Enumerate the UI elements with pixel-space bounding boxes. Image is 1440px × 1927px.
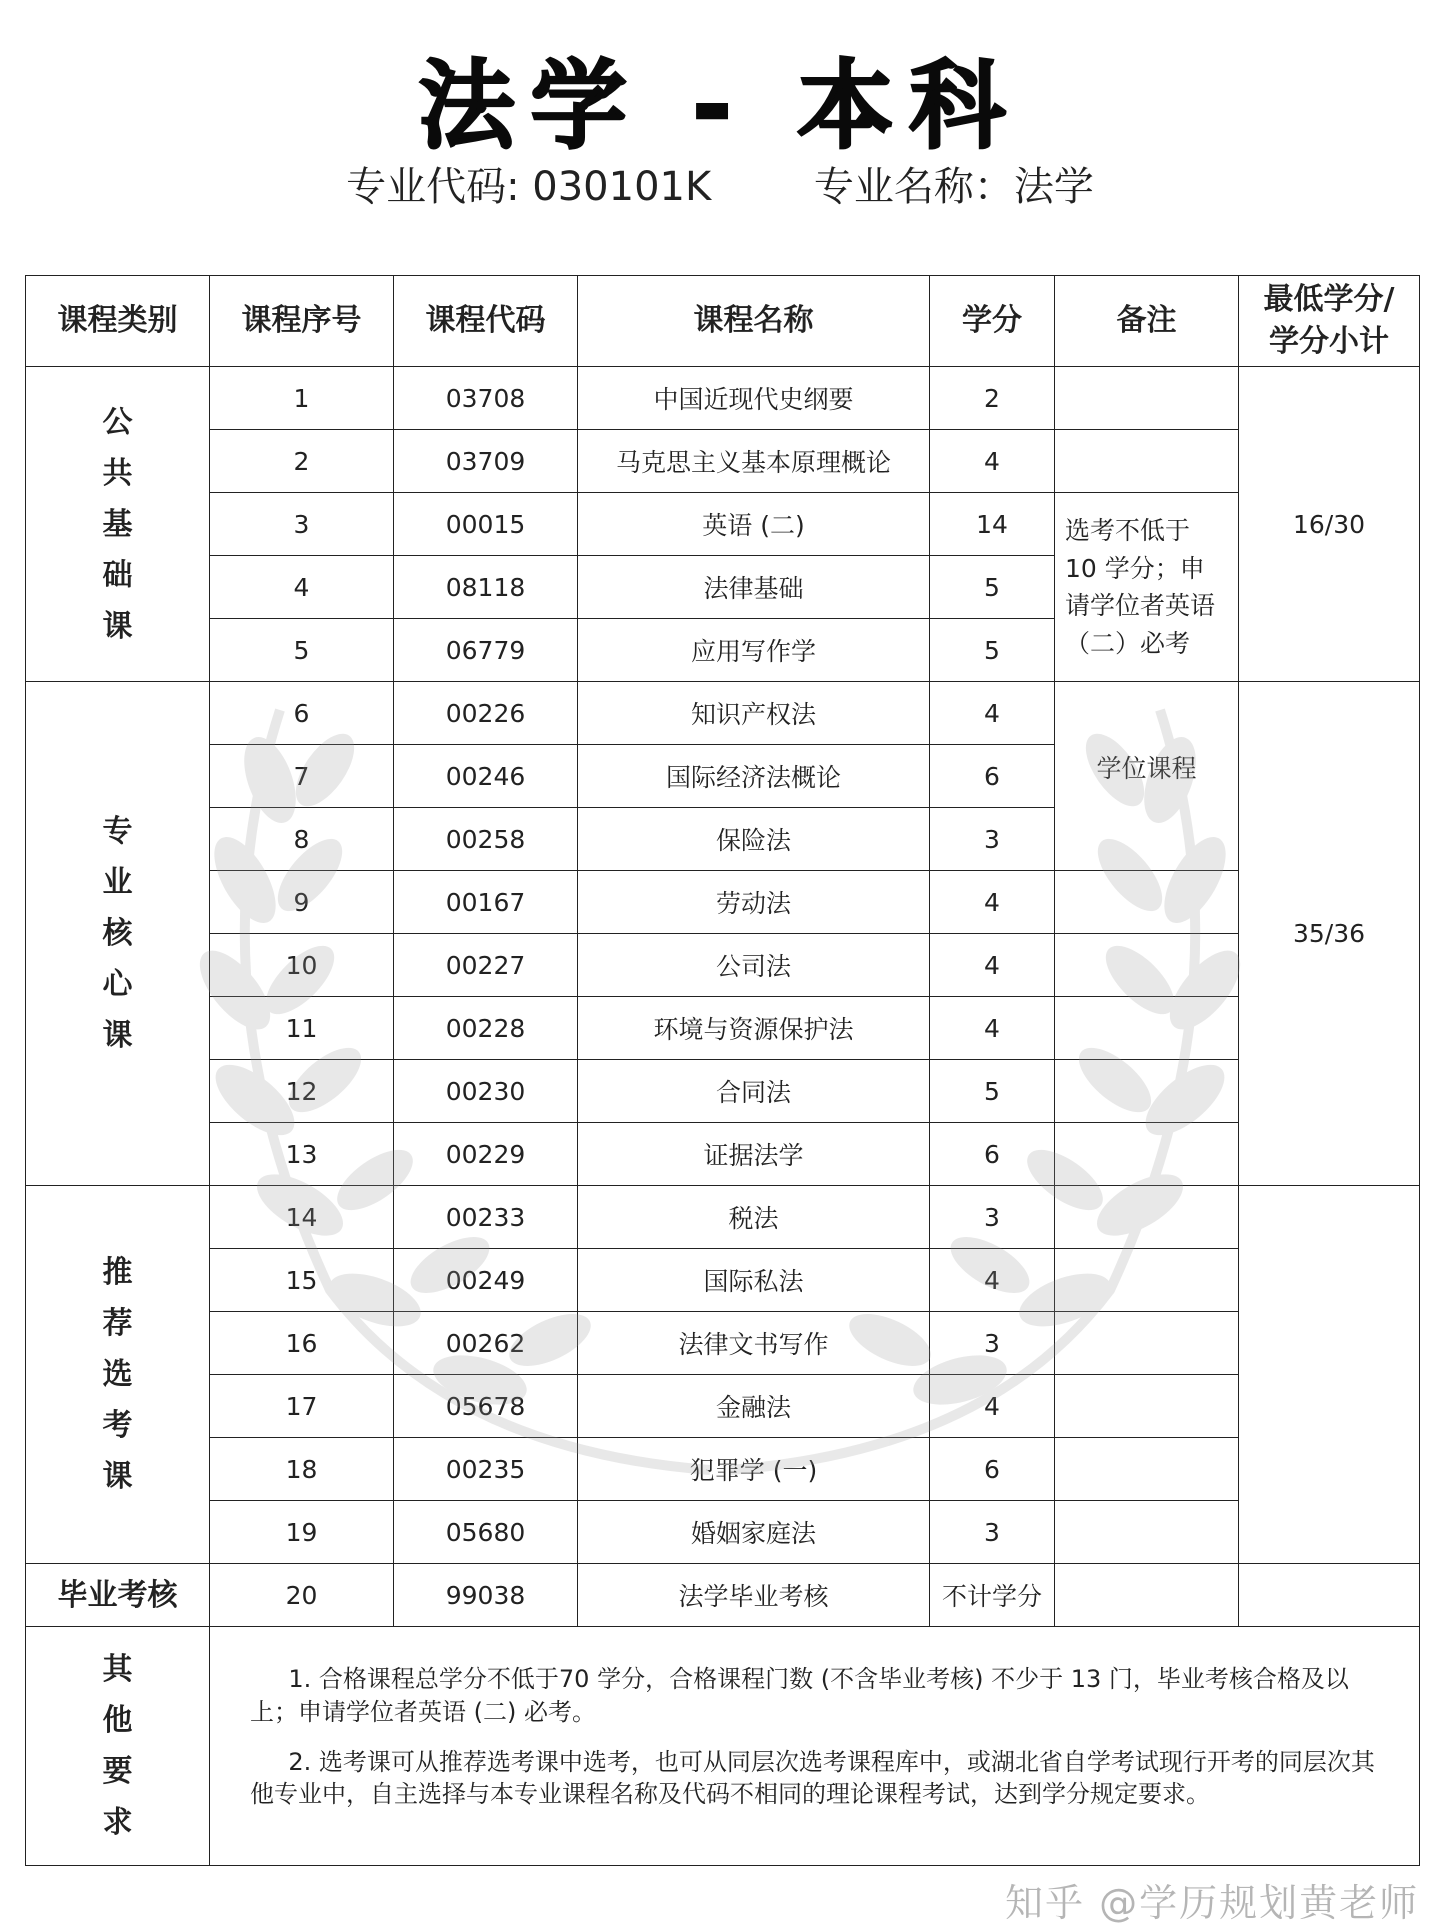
cell-credit: 2	[930, 367, 1055, 430]
cell-credit: 5	[930, 1060, 1055, 1123]
col-header-seq: 课程序号	[210, 276, 394, 367]
cell-code: 00235	[394, 1438, 578, 1501]
cell-note	[1055, 934, 1239, 997]
cell-credit: 4	[930, 682, 1055, 745]
table-row	[26, 1249, 1420, 1312]
cell-code: 00233	[394, 1186, 578, 1249]
cell-code: 00262	[394, 1312, 578, 1375]
requirements-text	[210, 1627, 1420, 1866]
major-name: 专业名称：法学	[813, 164, 1094, 210]
cell-code: 00228	[394, 997, 578, 1060]
category-elective-label: 推荐选考课	[102, 1255, 133, 1494]
requirement-1: 1. 合格课程总学分不低于70 学分，合格课程门数 (不含毕业考核) 不少于 13 门，毕业考核合格及以上；申请学位者英语 (二) 必考。	[250, 1665, 1349, 1726]
requirement-2: 2. 选考课可从推荐选考课中选考，也可从同层次选考课程库中，或湖北省自学考试现行开考的同层次其他专业中，自主选择与本专业课程名称及代码不相同的理论课程考试，达到学分规定要求。	[250, 1748, 1375, 1809]
source-watermark: 知乎 @学历规划黄老师	[1005, 1881, 1420, 1925]
col-header-subtotal-text: 最低学分/学分小计	[1263, 282, 1395, 359]
cell-name: 英语 (二)	[578, 493, 930, 556]
category-other	[26, 1627, 210, 1866]
subtitle	[0, 155, 1440, 212]
table-row	[26, 1186, 1420, 1249]
note-english-text: 选考不低于 10 学分；申请学位者英语（二）必考	[1065, 516, 1216, 658]
cell-note	[1055, 1060, 1239, 1123]
cell-credit: 3	[930, 1186, 1055, 1249]
cell-name: 犯罪学 (一)	[578, 1438, 930, 1501]
category-public	[26, 367, 210, 682]
cell-name: 合同法	[578, 1060, 930, 1123]
category-public-label: 公共基础课	[102, 404, 133, 644]
table-row	[26, 871, 1420, 934]
cell-seq: 11	[210, 997, 394, 1060]
cell-note	[1055, 1186, 1239, 1249]
cell-name: 税法	[578, 1186, 930, 1249]
cell-name: 马克思主义基本原理概论	[578, 430, 930, 493]
table-header-row	[26, 276, 1420, 367]
cell-note	[1055, 1375, 1239, 1438]
cell-code: 08118	[394, 556, 578, 619]
table-row	[26, 367, 1420, 430]
category-graduation: 毕业考核	[26, 1564, 210, 1627]
subtotal-public: 16/30	[1239, 367, 1420, 682]
cell-note	[1055, 1438, 1239, 1501]
cell-name: 保险法	[578, 808, 930, 871]
cell-code: 05680	[394, 1501, 578, 1564]
cell-credit: 4	[930, 871, 1055, 934]
cell-code: 00249	[394, 1249, 578, 1312]
table-row	[26, 934, 1420, 997]
cell-name: 公司法	[578, 934, 930, 997]
col-header-name: 课程名称	[578, 276, 930, 367]
table-row	[26, 1501, 1420, 1564]
category-core	[26, 682, 210, 1186]
cell-seq: 14	[210, 1186, 394, 1249]
col-header-credit: 学分	[930, 276, 1055, 367]
cell-code: 03708	[394, 367, 578, 430]
col-header-subtotal	[1239, 276, 1420, 367]
cell-credit: 3	[930, 1312, 1055, 1375]
cell-credit: 6	[930, 1123, 1055, 1186]
note-english	[1055, 493, 1239, 682]
table-row	[26, 1060, 1420, 1123]
cell-code: 00230	[394, 1060, 578, 1123]
cell-credit: 3	[930, 1501, 1055, 1564]
table-row	[26, 1438, 1420, 1501]
cell-seq: 18	[210, 1438, 394, 1501]
cell-name: 应用写作学	[578, 619, 930, 682]
cell-name: 国际经济法概论	[578, 745, 930, 808]
cell-code: 05678	[394, 1375, 578, 1438]
cell-note	[1055, 1312, 1239, 1375]
cell-code: 00258	[394, 808, 578, 871]
cell-name: 金融法	[578, 1375, 930, 1438]
cell-note	[1055, 871, 1239, 934]
category-core-label: 专业核心课	[102, 814, 133, 1053]
col-header-code: 课程代码	[394, 276, 578, 367]
col-header-category: 课程类别	[26, 276, 210, 367]
page-title: 法学 - 本科	[418, 50, 1022, 162]
col-header-note: 备注	[1055, 276, 1239, 367]
cell-credit: 14	[930, 493, 1055, 556]
cell-note	[1055, 430, 1239, 493]
cell-note	[1055, 1249, 1239, 1312]
cell-seq: 3	[210, 493, 394, 556]
cell-name: 知识产权法	[578, 682, 930, 745]
subtotal-elective	[1239, 1186, 1420, 1564]
cell-seq: 17	[210, 1375, 394, 1438]
cell-name: 法学毕业考核	[578, 1564, 930, 1627]
cell-name: 证据法学	[578, 1123, 930, 1186]
cell-code: 00226	[394, 682, 578, 745]
cell-note	[1055, 367, 1239, 430]
cell-name: 环境与资源保护法	[578, 997, 930, 1060]
cell-subtotal	[1239, 1564, 1420, 1627]
cell-seq: 1	[210, 367, 394, 430]
cell-note	[1055, 1564, 1239, 1627]
cell-seq: 8	[210, 808, 394, 871]
table-row	[26, 682, 1420, 745]
cell-code: 03709	[394, 430, 578, 493]
cell-seq: 6	[210, 682, 394, 745]
cell-seq: 12	[210, 1060, 394, 1123]
category-elective	[26, 1186, 210, 1564]
table-row	[26, 1123, 1420, 1186]
cell-seq: 7	[210, 745, 394, 808]
cell-code: 99038	[394, 1564, 578, 1627]
requirements-row	[26, 1627, 1420, 1866]
table-row	[26, 997, 1420, 1060]
cell-credit: 4	[930, 1249, 1055, 1312]
cell-code: 00246	[394, 745, 578, 808]
cell-seq: 2	[210, 430, 394, 493]
cell-credit: 4	[930, 997, 1055, 1060]
cell-name: 劳动法	[578, 871, 930, 934]
table-row	[26, 1312, 1420, 1375]
cell-seq: 16	[210, 1312, 394, 1375]
subtotal-core: 35/36	[1239, 682, 1420, 1186]
cell-seq: 20	[210, 1564, 394, 1627]
cell-note	[1055, 997, 1239, 1060]
cell-credit: 3	[930, 808, 1055, 871]
cell-name: 法律基础	[578, 556, 930, 619]
cell-code: 00015	[394, 493, 578, 556]
cell-seq: 5	[210, 619, 394, 682]
table-row	[26, 1564, 1420, 1627]
cell-code: 00229	[394, 1123, 578, 1186]
cell-note	[1055, 1501, 1239, 1564]
course-table	[25, 275, 1420, 1866]
cell-seq: 15	[210, 1249, 394, 1312]
cell-seq: 4	[210, 556, 394, 619]
cell-name: 法律文书写作	[578, 1312, 930, 1375]
table-row	[26, 493, 1420, 556]
cell-credit: 5	[930, 619, 1055, 682]
cell-credit: 6	[930, 1438, 1055, 1501]
major-code: 专业代码: 030101K	[346, 164, 712, 210]
cell-seq: 9	[210, 871, 394, 934]
cell-credit: 4	[930, 430, 1055, 493]
cell-credit: 6	[930, 745, 1055, 808]
table-row	[26, 1375, 1420, 1438]
note-degree: 学位课程	[1055, 682, 1239, 871]
cell-name: 国际私法	[578, 1249, 930, 1312]
cell-seq: 19	[210, 1501, 394, 1564]
cell-credit: 4	[930, 934, 1055, 997]
cell-code: 06779	[394, 619, 578, 682]
cell-code: 00227	[394, 934, 578, 997]
cell-name: 中国近现代史纲要	[578, 367, 930, 430]
cell-credit: 4	[930, 1375, 1055, 1438]
cell-code: 00167	[394, 871, 578, 934]
cell-seq: 10	[210, 934, 394, 997]
table-row	[26, 430, 1420, 493]
cell-credit: 不计学分	[930, 1564, 1055, 1627]
cell-name: 婚姻家庭法	[578, 1501, 930, 1564]
cell-credit: 5	[930, 556, 1055, 619]
cell-seq: 13	[210, 1123, 394, 1186]
cell-note	[1055, 1123, 1239, 1186]
category-other-label: 其他要求	[102, 1652, 133, 1840]
